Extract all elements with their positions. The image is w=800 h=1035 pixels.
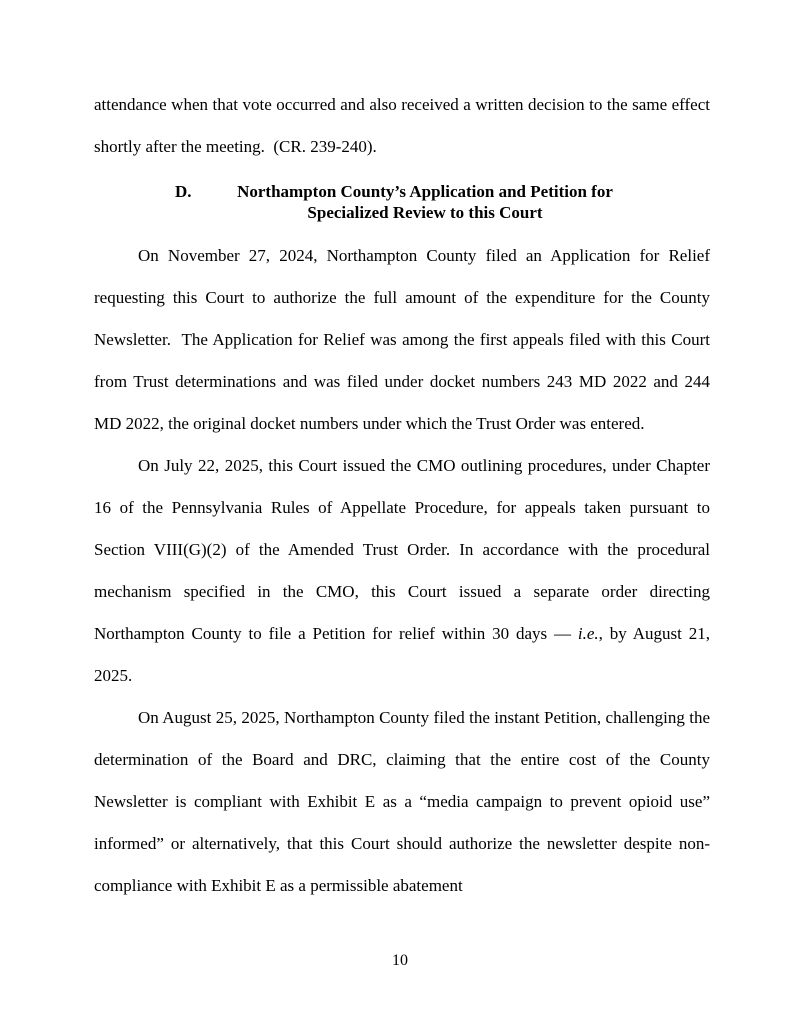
section-heading-line-1: Northampton County’s Application and Petition for (237, 182, 613, 201)
paragraph-cmo-order: On July 22, 2025, this Court issued the CMO outlining procedures, under Chapter 16 of the Pennsylvania Rules of Appellate Procedure, for appeals taken pursuant to Section VIII(G)(2) of the Amended Trust Order. In accordance with the procedural mechanism specified in the CMO, this Court issued a separate order directing Northampton County to file a Petition for relief within 30 days — i.e., by August 21, 2025. (94, 456, 710, 685)
page-number: 10 (392, 952, 408, 969)
section-heading-line-2: Specialized Review to this Court (307, 203, 543, 222)
section-heading-title (222, 181, 628, 223)
section-heading-label: D. (175, 182, 192, 201)
document-body (94, 0, 710, 907)
paragraph-instant-petition: On August 25, 2025, Northampton County filed the instant Petition, challenging the determination of the Board and DRC, claiming that the entire cost of the County Newsletter is compliant with Exhibit E as a “media campaign to prevent opioid use” informed” or alternatively, that this Court should authorize the newsletter despite non-compliance with Exhibit E as a permissible abatement (94, 708, 710, 895)
paragraph-application-for-relief: On November 27, 2024, Northampton County filed an Application for Relief requesting this Court to authorize the full amount of the expenditure for the County Newsletter. The Application for Relief was among the first appeals filed with this Court from Trust determinations and was filed under docket numbers 243 MD 2022 and 244 MD 2022, the original docket numbers under which the Trust Order was entered. (94, 246, 710, 433)
paragraph-continuation: attendance when that vote occurred and also received a written decision to the same effect shortly after the meeting. (CR. 239-240). (94, 95, 710, 156)
section-heading (175, 181, 710, 223)
